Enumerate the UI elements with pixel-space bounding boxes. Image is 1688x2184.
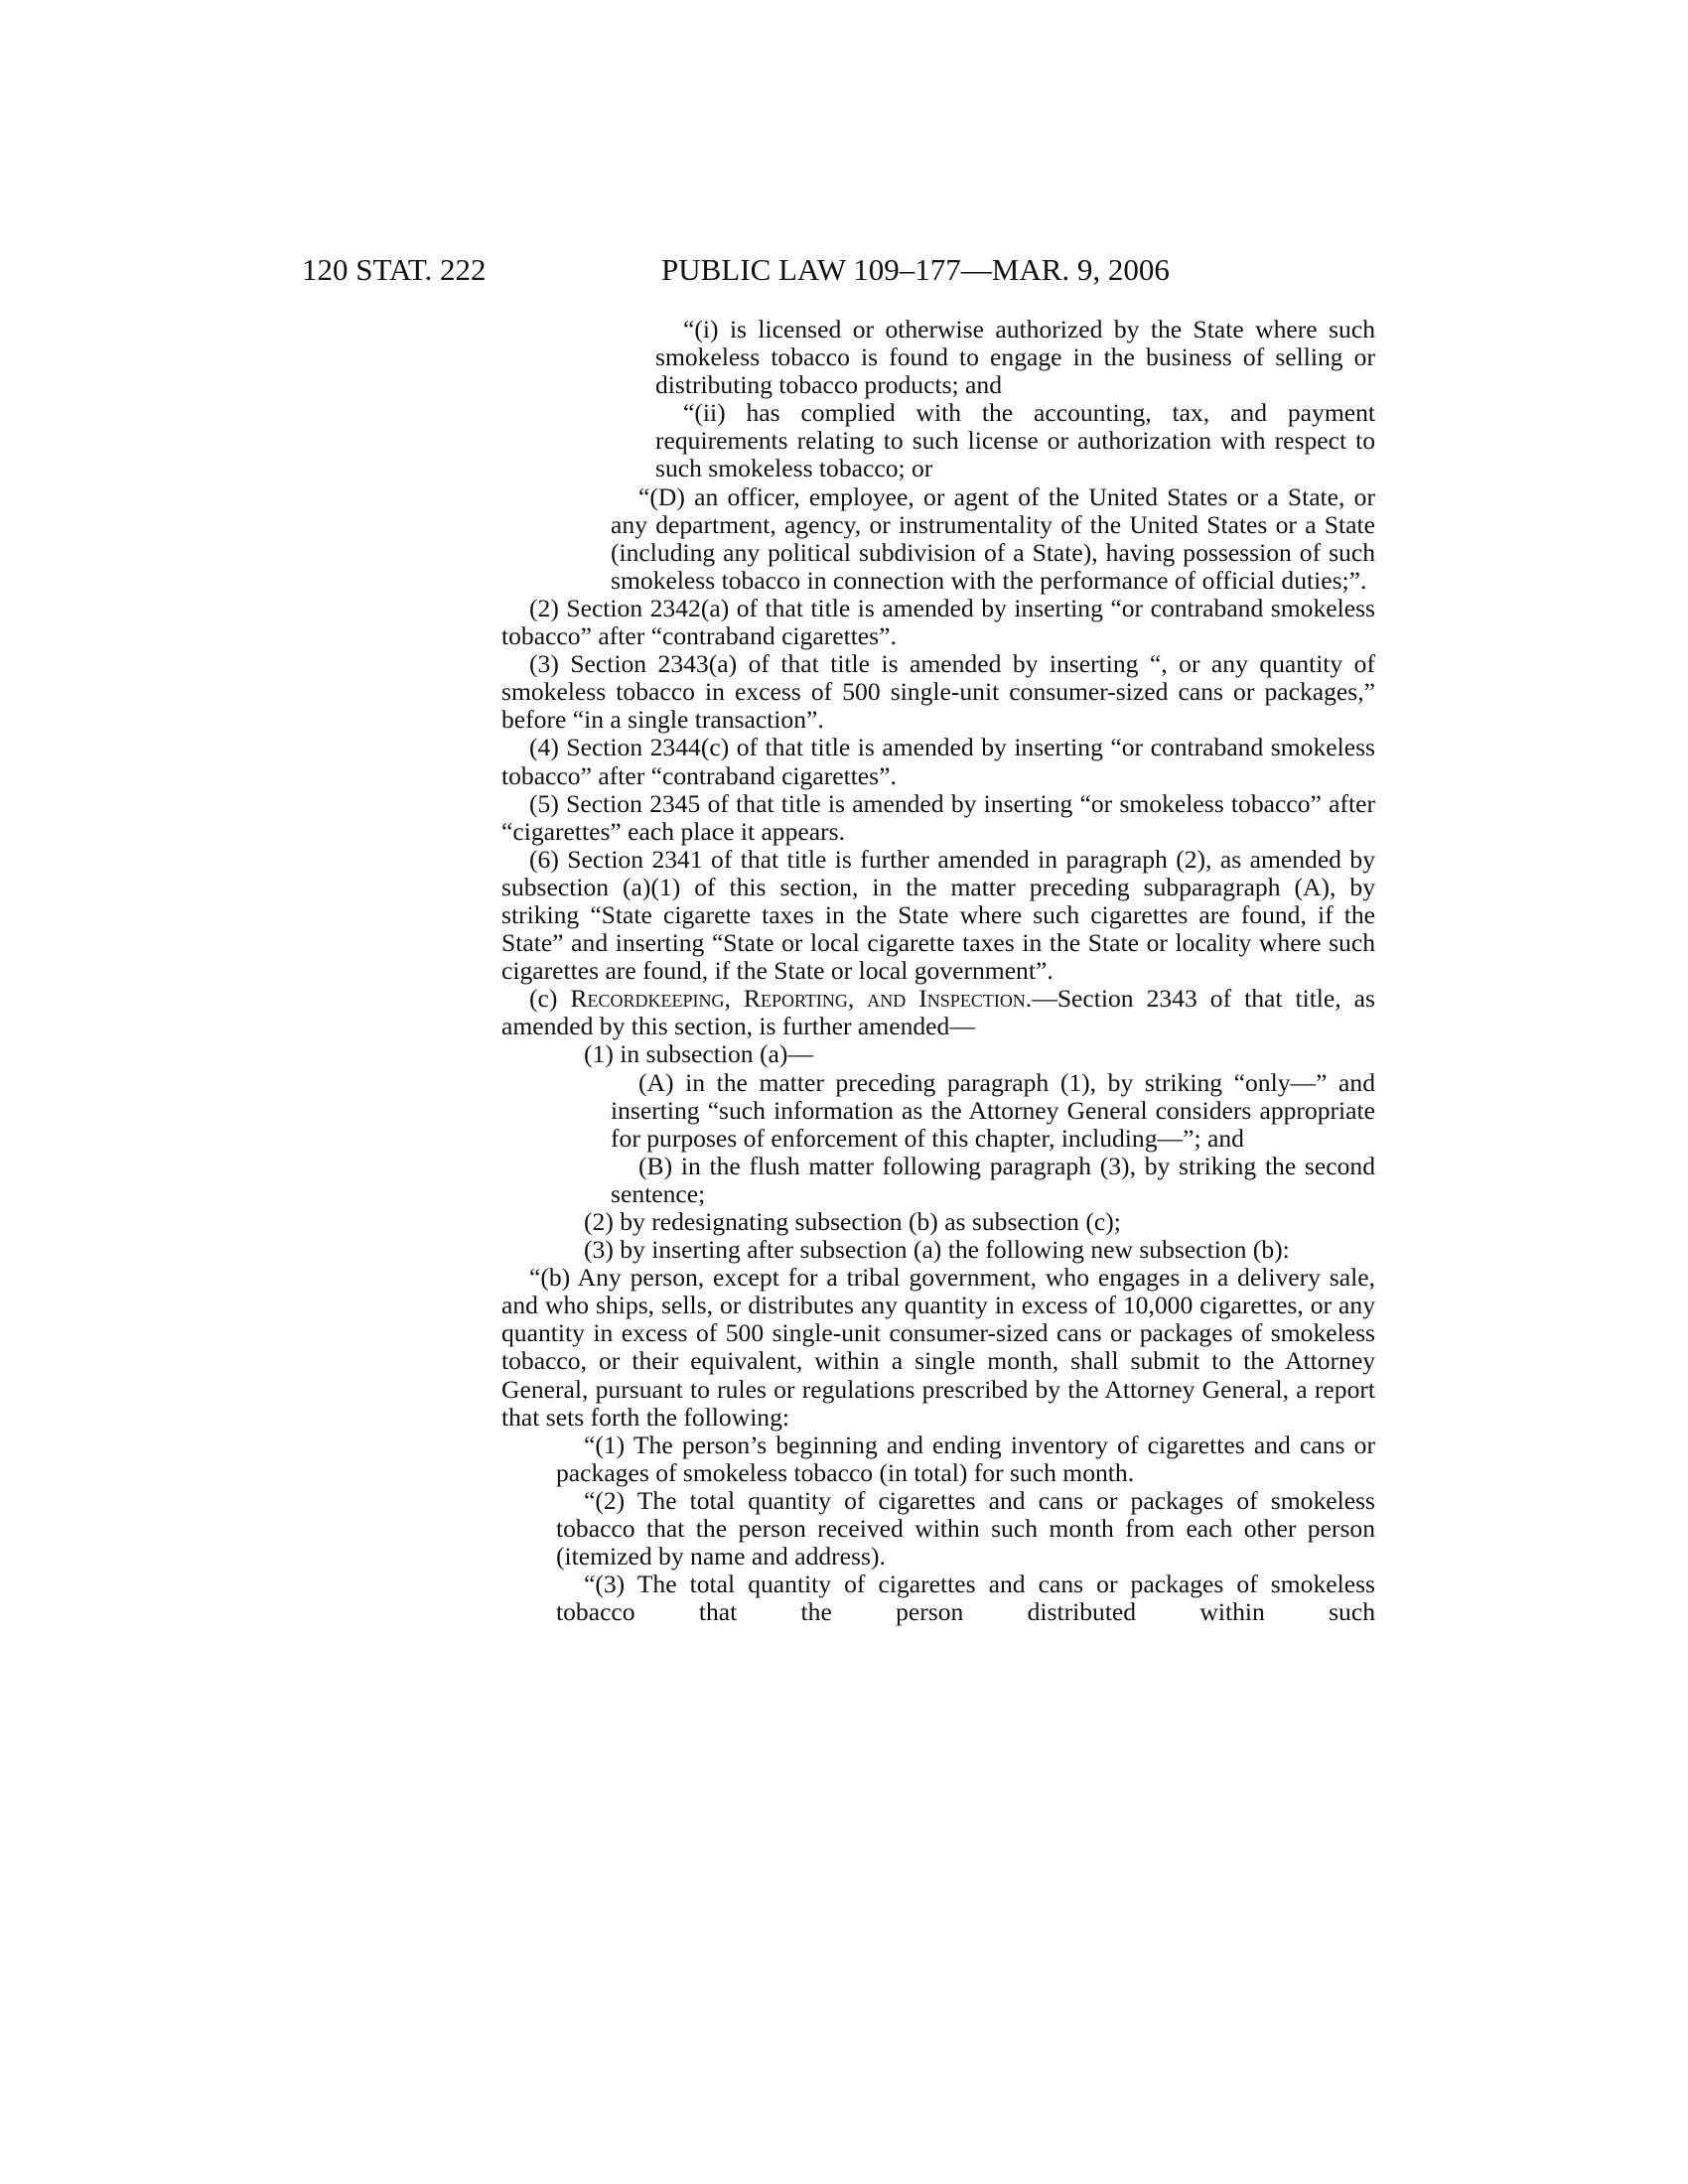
subsection-c: [501, 985, 1375, 1040]
subsection-c-text: —Section 2343 of that title, as amended by this section, is further amended—: [501, 984, 1376, 1041]
document-body: [501, 316, 1375, 1626]
clause-ii: “(ii) has complied with the accounting, tax, and payment requirements relating to such license or authorization with respect to such smokeless tobacco; or: [655, 398, 1375, 483]
subparagraph-d: “(D) an officer, employee, or agent of the United States or a State, or any department, agency, or instrumentality of the United States or a State (including any political subdivision of a State), having possession of such smokeless tobacco in connection with the performance of official duties;”.: [611, 481, 1375, 595]
page-header: [302, 250, 1474, 290]
amendment-1: (1) in subsection (a)—: [584, 1039, 813, 1069]
report-item-1: “(1) The person’s beginning and ending inventory of cigarettes and cans or packages of smokeless tobacco (in total) for such month.: [556, 1430, 1375, 1487]
statute-page-number: 120 STAT. 222: [302, 252, 487, 287]
amendment-2: (2) by redesignating subsection (b) as subsection (c);: [584, 1207, 1121, 1236]
paragraph-4: (4) Section 2344(c) of that title is amended by inserting “or contraband smokeless tobacco” after “contraband cigarettes”.: [501, 733, 1375, 790]
subsection-c-heading: Recordkeeping, Reporting, and Inspection.: [570, 984, 1033, 1014]
amendment-3: (3) by inserting after subsection (a) the following new subsection (b):: [584, 1235, 1290, 1265]
new-subsection-b: “(b) Any person, except for a tribal government, who engages in a delivery sale, and who ships, sells, or distributes any quantity in excess of 10,000 cigarettes, or any quantity in excess of 500 single-unit consumer-sized cans or packages of smokeless tobacco, or their equivalent, within a single month, shall submit to the Attorney General, pursuant to rules or regulations prescribed by the Attorney General, a report that sets forth the following:: [501, 1263, 1375, 1432]
paragraph-2: (2) Section 2342(a) of that title is amended by inserting “or contraband smokeless tobacco” after “contraband cigarettes”.: [501, 593, 1375, 651]
paragraph-5: (5) Section 2345 of that title is amended by inserting “or smokeless tobacco” after “cigarettes” each place it appears.: [501, 788, 1375, 846]
clause-i: “(i) is licensed or otherwise authorized by the State where such smokeless tobacco is found to engage in the business of selling or distributing tobacco products; and: [655, 315, 1375, 400]
report-item-2: “(2) The total quantity of cigarettes and cans or packages of smokeless tobacco that the person received within such month from each other person (itemized by name and address).: [556, 1485, 1375, 1571]
paragraph-3: (3) Section 2343(a) of that title is amended by inserting “, or any quantity of smokeless tobacco in excess of 500 single-unit consumer-sized cans or packages,” before “in a single transaction”.: [501, 649, 1375, 735]
amendment-1-a: (A) in the matter preceding paragraph (1), by striking “only—” and inserting “such information as the Attorney General considers appropriate for purposes of enforcement of this chapter, including—”; and: [611, 1067, 1375, 1153]
amendment-1-b: (B) in the flush matter following paragraph (3), by striking the second sentence;: [611, 1151, 1375, 1208]
public-law-title: PUBLIC LAW 109–177—MAR. 9, 2006: [661, 252, 1170, 287]
paragraph-6: (6) Section 2341 of that title is further amended in paragraph (2), as amended by subsection (a)(1) of this section, in the matter preceding subparagraph (A), by striking “State cigarette taxes in the State where such cigarettes are found, if the State” and inserting “State or local cigarette taxes in the State or locality where such cigarettes are found, if the State or local government”.: [501, 844, 1375, 986]
subsection-c-designator: (c): [529, 984, 571, 1014]
report-item-3: “(3) The total quantity of cigarettes and cans or packages of smokeless tobacco that the person distributed within such: [556, 1570, 1375, 1627]
